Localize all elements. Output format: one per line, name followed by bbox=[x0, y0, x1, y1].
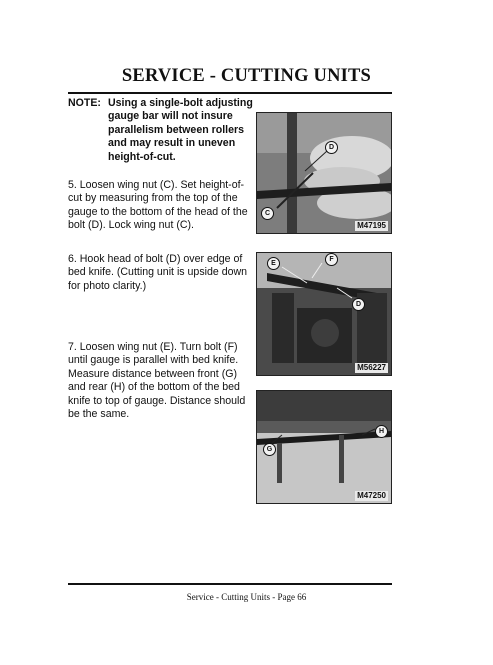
note-block bbox=[68, 97, 253, 164]
header-rule bbox=[68, 92, 392, 94]
figure-id-label: M56227 bbox=[357, 363, 386, 372]
step-5-text: 5. Loosen wing nut (C). Set height-of-cut by measuring from the top of the gauge to the bottom of the head of the bolt (D). Lock wing nut (C). bbox=[68, 179, 248, 232]
figure-3-photo bbox=[257, 391, 391, 503]
callout-f: F bbox=[325, 253, 338, 266]
figure-id-label: M47250 bbox=[357, 491, 386, 500]
page-title: SERVICE - CUTTING UNITS bbox=[121, 66, 372, 86]
step-7-text: 7. Loosen wing nut (E). Turn bolt (F) until gauge is parallel with bed knife. Measure distance between front (G) and rear (H) of the bottom of the bed knife to top of gauge. Distance should be the same. bbox=[68, 341, 246, 421]
footer-rule bbox=[68, 583, 392, 585]
callout-g: G bbox=[263, 443, 276, 456]
step-6-text: 6. Hook head of bolt (D) over edge of bed knife. (Cutting unit is upside down for photo clarity.) bbox=[68, 253, 248, 292]
figure-1-photo bbox=[257, 113, 391, 233]
callout-d: D bbox=[325, 141, 338, 154]
callout-d-2: D bbox=[352, 298, 365, 311]
figure-id-label: M47195 bbox=[357, 221, 386, 230]
figure-height-of-cut-gauge bbox=[256, 112, 392, 234]
callout-h: H bbox=[375, 425, 388, 438]
callout-e: E bbox=[267, 257, 280, 270]
figure-hook-bolt bbox=[256, 252, 392, 376]
figure-2-photo bbox=[257, 253, 391, 375]
note-label: NOTE: bbox=[68, 97, 101, 109]
note-text: Using a single-bolt adjusting gauge bar will not insure parallelism between rollers and may result in uneven height-of-cut. bbox=[108, 97, 253, 163]
figure-gauge-parallel bbox=[256, 390, 392, 504]
page-footer: Service - Cutting Units - Page 66 bbox=[186, 592, 307, 602]
callout-c: C bbox=[261, 207, 274, 220]
